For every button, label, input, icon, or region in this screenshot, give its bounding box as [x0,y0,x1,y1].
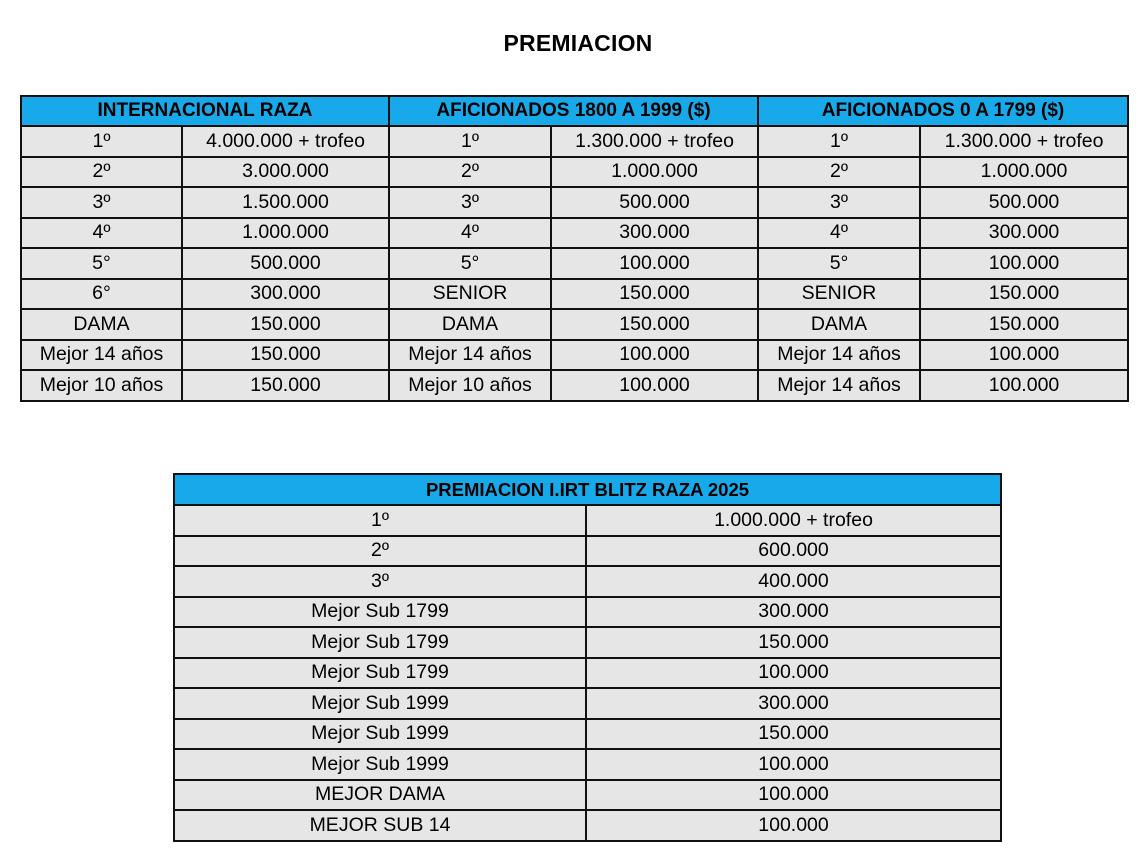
position-cell: DAMA [758,309,920,340]
table-row [21,370,1128,401]
table-row [174,597,1001,628]
prize-cell: 300.000 [586,688,1001,719]
table-row [174,658,1001,689]
position-cell: Mejor 14 años [21,340,182,371]
table-header-row [21,96,1128,126]
position-cell: Mejor 14 años [389,340,551,371]
position-cell: Mejor 10 años [389,370,551,401]
position-cell: MEJOR DAMA [174,780,586,811]
prize-cell: 100.000 [586,810,1001,841]
header-blitz-raza: PREMIACION I.IRT BLITZ RAZA 2025 [174,474,1001,505]
position-cell: Mejor Sub 1999 [174,688,586,719]
position-cell: MEJOR SUB 14 [174,810,586,841]
prize-cell: 100.000 [920,370,1128,401]
position-cell: 2º [21,157,182,188]
prize-cell: 500.000 [920,187,1128,218]
prize-cell: 1.000.000 [920,157,1128,188]
header-internacional-raza: INTERNACIONAL RAZA [21,96,389,126]
position-cell: Mejor 14 años [758,340,920,371]
table-row [174,749,1001,780]
prize-cell: 150.000 [586,627,1001,658]
table-row [174,627,1001,658]
prize-cell: 400.000 [586,566,1001,597]
position-cell: 1º [389,126,551,157]
table-row [174,505,1001,536]
prize-cell: 300.000 [182,279,389,310]
table-header-row [174,474,1001,505]
prize-cell: 300.000 [920,218,1128,249]
table-row [21,309,1128,340]
prize-table-blitz [173,473,1002,842]
prize-cell: 1.500.000 [182,187,389,218]
prize-table-main [20,95,1129,402]
prize-cell: 150.000 [920,279,1128,310]
prize-cell: 100.000 [586,780,1001,811]
prize-cell: 100.000 [551,370,758,401]
position-cell: 2º [389,157,551,188]
prize-cell: 150.000 [182,340,389,371]
position-cell: 3º [389,187,551,218]
position-cell: 4º [758,218,920,249]
header-aficionados-1800-1999: AFICIONADOS 1800 A 1999 ($) [389,96,758,126]
position-cell: Mejor Sub 1799 [174,597,586,628]
table-row [21,248,1128,279]
position-cell: Mejor Sub 1799 [174,658,586,689]
position-cell: 5° [758,248,920,279]
prize-cell: 1.000.000 [182,218,389,249]
position-cell: Mejor Sub 1799 [174,627,586,658]
position-cell: 1º [21,126,182,157]
prize-cell: 150.000 [551,309,758,340]
position-cell: DAMA [21,309,182,340]
prize-cell: 1.000.000 + trofeo [586,505,1001,536]
table-row [21,157,1128,188]
position-cell: Mejor 10 años [21,370,182,401]
prize-cell: 3.000.000 [182,157,389,188]
prize-cell: 100.000 [586,658,1001,689]
position-cell: Mejor 14 años [758,370,920,401]
header-aficionados-0-1799: AFICIONADOS 0 A 1799 ($) [758,96,1128,126]
position-cell: Mejor Sub 1999 [174,749,586,780]
table-row [21,279,1128,310]
table-row [174,719,1001,750]
prize-cell: 300.000 [586,597,1001,628]
prize-cell: 150.000 [920,309,1128,340]
prize-table-main-body [21,126,1128,401]
prize-cell: 500.000 [182,248,389,279]
prize-cell: 150.000 [551,279,758,310]
prize-cell: 150.000 [586,719,1001,750]
table-row [174,688,1001,719]
table-row [21,187,1128,218]
page-title: PREMIACION [503,30,653,56]
prize-cell: 100.000 [551,340,758,371]
prize-cell: 1.300.000 + trofeo [551,126,758,157]
prize-cell: 150.000 [182,309,389,340]
prize-cell: 300.000 [551,218,758,249]
position-cell: 5° [389,248,551,279]
prize-cell: 600.000 [586,536,1001,567]
position-cell: 2º [758,157,920,188]
position-cell: 1º [174,505,586,536]
position-cell: 4º [21,218,182,249]
prize-table-blitz-body [174,505,1001,841]
table-row [21,340,1128,371]
position-cell: 3º [21,187,182,218]
position-cell: 1º [758,126,920,157]
position-cell: DAMA [389,309,551,340]
prize-cell: 1.300.000 + trofeo [920,126,1128,157]
table-row [21,126,1128,157]
position-cell: 6° [21,279,182,310]
position-cell: 3º [174,566,586,597]
table-row [21,218,1128,249]
position-cell: 5° [21,248,182,279]
prize-cell: 100.000 [551,248,758,279]
table-row [174,810,1001,841]
prize-cell: 4.000.000 + trofeo [182,126,389,157]
prize-cell: 500.000 [551,187,758,218]
position-cell: SENIOR [758,279,920,310]
table-row [174,566,1001,597]
table-row [174,780,1001,811]
position-cell: SENIOR [389,279,551,310]
position-cell: 2º [174,536,586,567]
prize-cell: 150.000 [182,370,389,401]
position-cell: 3º [758,187,920,218]
prize-cell: 100.000 [920,340,1128,371]
prize-cell: 100.000 [920,248,1128,279]
position-cell: Mejor Sub 1999 [174,719,586,750]
table-row [174,536,1001,567]
prize-cell: 100.000 [586,749,1001,780]
position-cell: 4º [389,218,551,249]
prize-cell: 1.000.000 [551,157,758,188]
